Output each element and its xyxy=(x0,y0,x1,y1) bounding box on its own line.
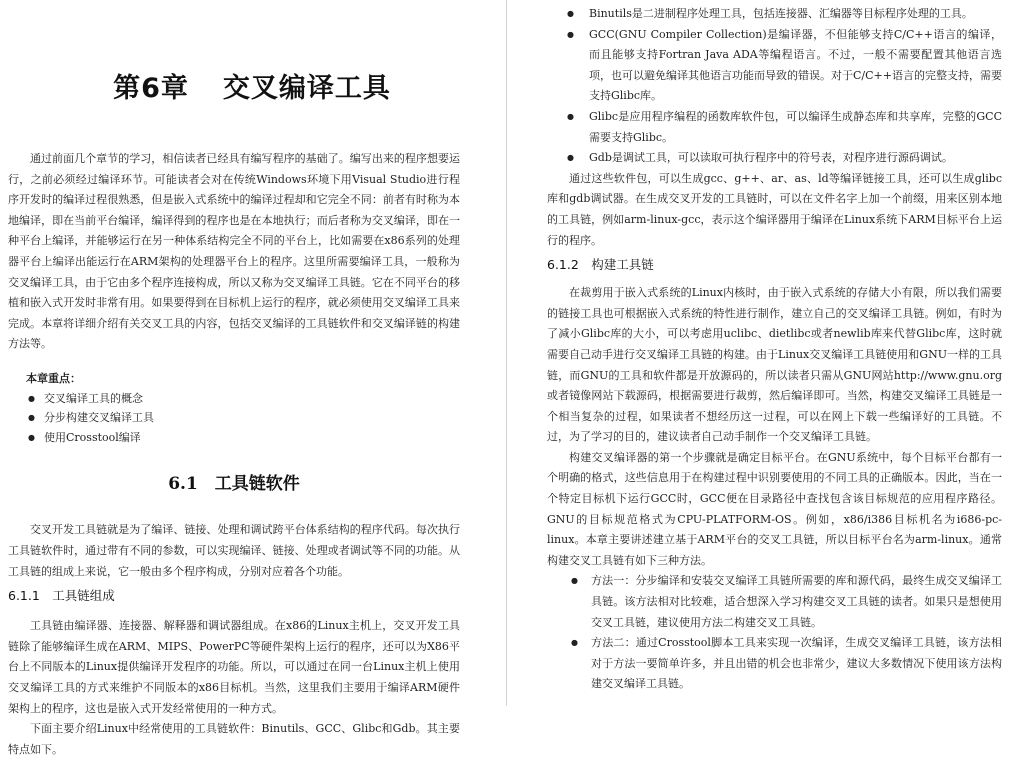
tools-paragraph: 通过这些软件包，可以生成gcc、g++、ar、as、ld等编译链接工具，还可以生成glibc库和gdb调试器。在生成交叉开发的工具链时，可以在文件名字上加一个前缀，用来区别本地的工具链，例如arm-linux-gcc，表示这个编译器用于编译在Linux系统下ARM目标平台上运行的程序。 xyxy=(547,171,1002,247)
intro-paragraph: 通过前面几个章节的学习，相信读者已经具有编写程序的基础了。编写出来的程序想要运行，之前必须经过编译环节。可能读者会对在传统Windows环境下用Visual Studio进行程序开发时的编译过程很熟悉，但是嵌入式系统中的编译过程却和它完全不同：前者有时称为本地编译，即在当前平台编译，编译得到的程序也是在本地执行；而后者称为交叉编译，即在一种平台上编译，并能够运行在另一种体系结构完全不同的平台上，比如需要在x86系列的处理器平台上编译出能运行在ARM架构的处理器平台上的程序。这里所需要编译工具，一般称为交叉编译工具，由于它由多个程序连接构成，所以又称为交叉编译工具链。它在不同平台的移植和嵌入式开发时非常有用。如果要得到在目标机上运行的程序，就必须使用交叉编译工具来完成。本章将详细介绍有关交叉工具的内容，包括交叉编译的工具链软件和交叉编译链的构建方法等。 xyxy=(8,152,460,351)
focus-list xyxy=(8,389,460,448)
method-item-2: ● 方法二：通过Crosstool脚本工具来实现一次编译，生成交叉编译工具链，该方法相对于方法一要简单许多，并且出错的机会也非常少，建议大多数情况下使用该方法构建交叉编译工具链。 xyxy=(547,633,1002,695)
chapter-number: 第6章 xyxy=(113,73,189,104)
focus-item: ● 交叉编译工具的概念 xyxy=(8,389,460,409)
left-page xyxy=(0,0,506,756)
build-paragraph-1: 在裁剪用于嵌入式系统的Linux内核时，由于嵌入式系统的存储大小有限，所以我们需要的链接工具也可根据嵌入式系统的特性进行制作，建立自己的交叉编译工具链。例如，有时为了减小Glibc库的大小，可以考虑用uclibc、dietlibc或者newlib库来代替Glibc库，这时就需要自己动手进行交叉编译工具链的构建。由于Linux交叉编译工具链使用和GNU一样的工具链，而GNU的工具和软件都是开放源码的，所以读者只需从GNU网站http://www.gnu.org或者镜像网站下载源码，根据需要进行裁剪，然后编译即可。当然，构建交叉编译工具链是一个相当复杂的过程，如果读者不想经历这一过程，可以在网上下载一些编译好的工具链。不过，为了学习的目的，建议读者自己动手制作一个交叉编译工具链。 xyxy=(547,286,1002,444)
tool-item-binutils: ● Binutils是二进制程序处理工具，包括连接器、汇编器等目标程序处理的工具。 xyxy=(547,4,1002,25)
tool-list xyxy=(547,4,1002,169)
method-list xyxy=(547,571,1002,695)
tool-item-glibc: ● Glibc是应用程序编程的函数库软件包，可以编译生成静态库和共享库，完整的GCC需要支持Glibc。 xyxy=(547,107,1002,148)
focus-item: ● 使用Crosstool编译 xyxy=(8,428,460,448)
method-item-1: ● 方法一：分步编译和安装交叉编译工具链所需要的库和源代码，最终生成交叉编译工具链。该方法相对比较难，适合想深入学习构建交叉工具链的读者。如果只是想使用交叉工具链，建议使用方法二构建交叉工具链。 xyxy=(547,571,1002,633)
focus-title: 本章重点： xyxy=(26,371,81,385)
subsection-title-612: 6.1.2 构建工具链 xyxy=(547,257,654,273)
build-paragraph-2: 构建交叉编译器的第一个步骤就是确定目标平台。在GNU系统中，每个目标平台都有一个明确的格式，这些信息用于在构建过程中识别要使用的不同工具的正确版本。因此，当在一个特定目标机下运行GCC时，GCC便在目录路径中查找包含该目标规范的应用程序路径。GNU的目标规范格式为CPU-PLATFORM-OS。例如，x86/i386目标机名为i686-pc-linux。本章主要讲述建立基于ARM平台的交叉工具链，所以目标平台名为arm-linux。通常构建交叉工具链有如下三种方法。 xyxy=(547,450,1002,567)
focus-item: ● 分步构建交叉编译工具 xyxy=(8,408,460,428)
chapter-name: 交叉编译工具 xyxy=(222,73,391,104)
tool-item-gcc: ● GCC(GNU Compiler Collection)是编译器，不但能够支持C/C++语言的编译，而且能够支持Fortran Java ADA等编程语言。不过，一般不需要配置其他语言选项，也可以避免编译其他语言功能而导致的错误。对于C/C++语言的完整支持，需要支持Glibc库。 xyxy=(547,25,1002,107)
subsection-paragraph: 工具链由编译器、连接器、解释器和调试器组成。在x86的Linux主机上，交叉开发工具链除了能够编译生成在ARM、MIPS、PowerPC等硬件架构上运行的程序，还可以为X86平台上不同版本的Linux提供编译开发程序的功能。所以，可以通过在同一台Linux主机上使用交叉编译工具的方式来维护不同版本的x86目标机。当然，这里我们主要用于编译ARM硬件架构上的程序，这也是嵌入式开发经常使用的一种方式。 xyxy=(8,619,460,715)
section-paragraph: 交叉开发工具链就是为了编译、链接、处理和调试跨平台体系结构的程序代码。每次执行工具链软件时，通过带有不同的参数，可以实现编译、链接、处理或者调试等不同的功能。从工具链的组成上来说，它一般由多个程序构成，分别对应着各个功能。 xyxy=(8,523,460,578)
chapter-title xyxy=(44,66,460,105)
section-title: 6.1 工具链软件 xyxy=(168,474,300,495)
right-page xyxy=(506,0,1012,706)
tool-item-gdb: ● Gdb是调试工具，可以读取可执行程序中的符号表，对程序进行源码调试。 xyxy=(547,148,1002,169)
subsection-paragraph: 下面主要介绍Linux中经常使用的工具链软件：Binutils、GCC、Glibc和Gdb。其主要特点如下。 xyxy=(8,722,460,756)
subsection-title-611: 6.1.1 工具链组成 xyxy=(8,588,115,604)
